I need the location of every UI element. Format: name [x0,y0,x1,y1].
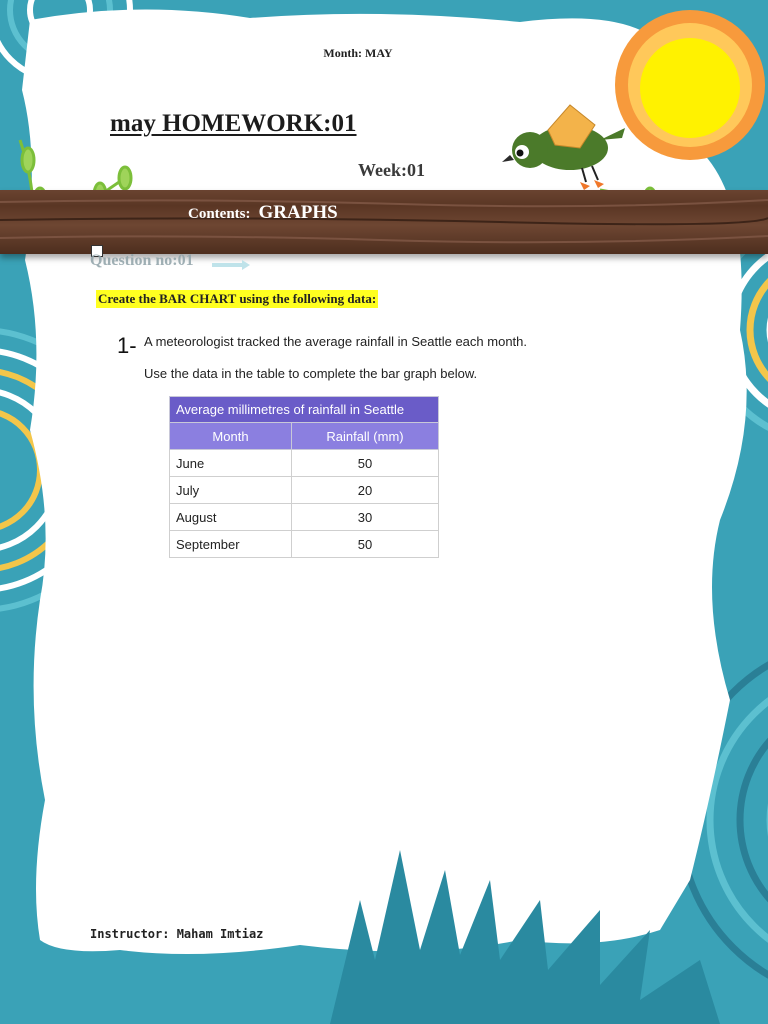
instructor-name: Instructor: Maham Imtiaz [90,927,264,941]
instruction-text: Create the BAR CHART using the following data: [98,291,377,306]
table-cell-month: June [170,450,292,477]
week-label: Week:01 [358,160,425,180]
table-header-month: Month [170,423,292,450]
problem-text-line-2: Use the data in the table to complete the bar graph below. [144,366,478,381]
table-row [170,531,439,558]
table-cell-rainfall: 50 [292,531,439,558]
wood-plank-banner [0,190,768,254]
problem-text-line-1: A meteorologist tracked the average rainfall in Seattle each month. [144,334,527,349]
contents-value: GRAPHS [258,202,338,223]
table-cell-month: September [170,531,292,558]
table-row [170,450,439,477]
table-cell-month: August [170,504,292,531]
month-label: Month: MAY [323,46,393,60]
homework-title: may HOMEWORK:01 [110,110,357,137]
question-label: Question no:01 [90,252,194,269]
table-row [170,504,439,531]
table-caption: Average millimetres of rainfall in Seattle [170,397,439,423]
contents-label: Contents: [188,206,251,222]
table-cell-rainfall: 50 [292,450,439,477]
table-cell-rainfall: 20 [292,477,439,504]
problem-number: 1- [117,333,137,358]
table-row [170,477,439,504]
table-cell-month: July [170,477,292,504]
arrow-icon [212,260,250,270]
contents-heading [188,202,338,224]
rainfall-table [169,396,439,558]
table-header-rainfall: Rainfall (mm) [292,423,439,450]
table-cell-rainfall: 30 [292,504,439,531]
